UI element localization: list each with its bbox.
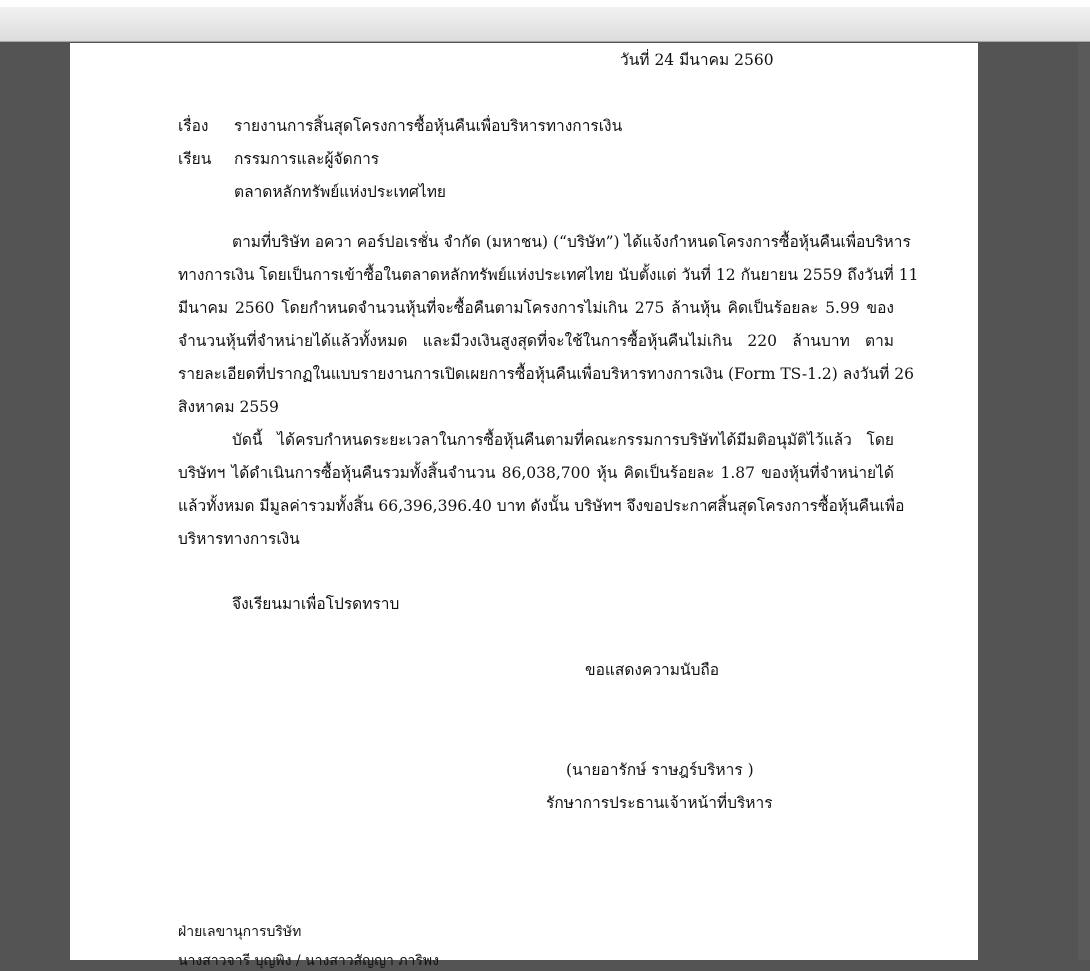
paragraph-1-line: มีนาคม 2560 โดยกำหนดจำนวนหุ้นที่จะซื้อคืนตามโครงการไม่เกิน 275 ล้านหุ้น คิดเป็นร้อยละ 5.99 ของ: [178, 299, 894, 317]
signer-name: (นายอารักษ์ ราษฎร์บริหาร ): [566, 761, 754, 779]
department-name: ฝ่ายเลขานุการบริษัท: [178, 924, 302, 940]
subject-text: รายงานการสิ้นสุดโครงการซื้อหุ้นคืนเพื่อบริหารทางการเงิน: [234, 117, 623, 135]
regards-text: ขอแสดงความนับถือ: [585, 661, 720, 679]
signer-title: รักษาการประธานเจ้าหน้าที่บริหาร: [546, 794, 773, 812]
recipient-line-1: กรรมการและผู้จัดการ: [234, 150, 380, 168]
viewer-toolbar: [0, 0, 1090, 42]
paragraph-1-line: ทางการเงิน โดยเป็นการเข้าซื้อในตลาดหลักทรัพย์แห่งประเทศไทย นับตั้งแต่ วันที่ 12 กันยายน 2559 ถึงวันที่ 11: [178, 266, 919, 284]
paragraph-2-line: แล้วทั้งหมด มีมูลค่ารวมทั้งสิ้น 66,396,396.40 บาท ดังนั้น บริษัทฯ จึงขอประกาศสิ้นสุดโครงการซื้อหุ้นคืนเพื่อ: [178, 497, 905, 515]
paragraph-2-line: บัดนี้ ได้ครบกำหนดระยะเวลาในการซื้อหุ้นคืนตามที่คณะกรรมการบริษัทได้มีมติอนุมัติไว้แล้ว โดย: [232, 431, 894, 449]
vertical-scrollbar[interactable]: [1078, 43, 1090, 960]
subject-label: เรื่อง: [178, 117, 209, 135]
recipient-line-2: ตลาดหลักทรัพย์แห่งประเทศไทย: [234, 183, 446, 201]
paragraph-1-line: ตามที่บริษัท อควา คอร์ปอเรชั่น จำกัด (มหาชน) (“บริษัท”) ได้แจ้งกำหนดโครงการซื้อหุ้นคืนเพื่อบริหาร: [232, 233, 911, 251]
paragraph-1-line: สิงหาคม 2559: [178, 398, 279, 416]
contact-partial: นางสาวจารี บุญพิง / นางสาวสัญญา ภาริพง: [178, 953, 439, 969]
paragraph-1-line: จำนวนหุ้นที่จำหน่ายได้แล้วทั้งหมด และมีวงเงินสูงสุดที่จะใช้ในการซื้อหุ้นคืนไม่เกิน 220 ล้านบาท ตาม: [178, 332, 894, 350]
document-date: วันที่ 24 มีนาคม 2560: [620, 51, 774, 69]
recipient-label: เรียน: [178, 150, 212, 168]
document-viewer[interactable]: [0, 43, 1090, 969]
closing-text: จึงเรียนมาเพื่อโปรดทราบ: [232, 595, 400, 613]
paragraph-1-line: รายละเอียดที่ปรากฏในแบบรายงานการเปิดเผยการซื้อหุ้นคืนเพื่อบริหารทางการเงิน (Form TS-1.2) ลงวันที่ 26: [178, 365, 914, 383]
document-page: [70, 43, 978, 969]
paragraph-2-line: บริษัทฯ ได้ดำเนินการซื้อหุ้นคืนรวมทั้งสิ้นจำนวน 86,038,700 หุ้น คิดเป็นร้อยละ 1.87 ของหุ้นที่จำหน่ายได้: [178, 464, 894, 482]
paragraph-2-line: บริหารทางการเงิน: [178, 530, 300, 548]
